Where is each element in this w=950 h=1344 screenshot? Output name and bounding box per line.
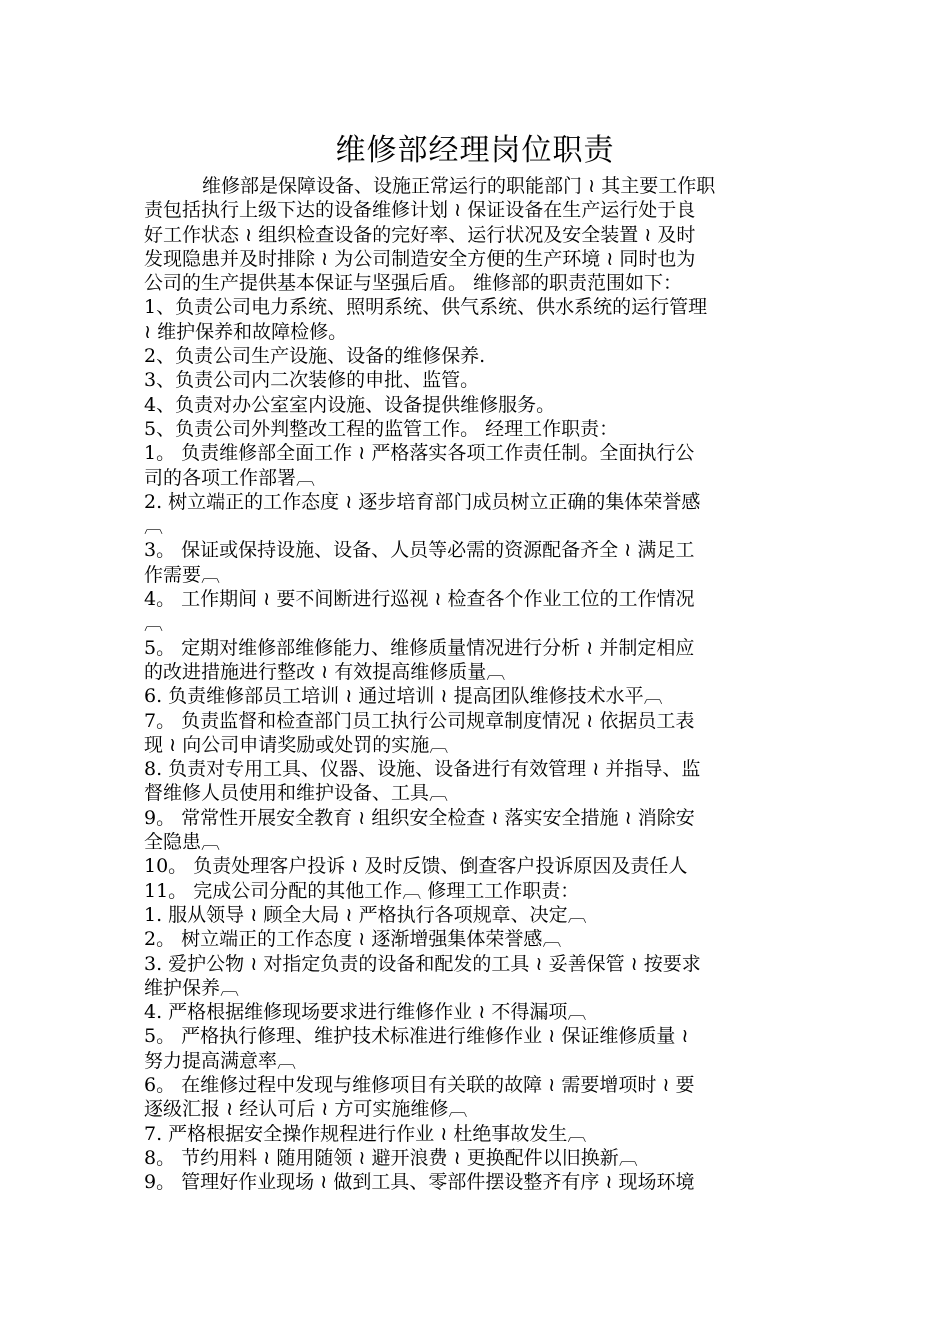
text-line: 4。 工作期间 ≀ 要不间断进行巡视 ≀ 检查各个作业工位的工作情况 bbox=[144, 588, 695, 611]
text-line: 3、负责公司内二次装修的申批、监管。 bbox=[144, 369, 480, 392]
text-line: 1。 负责维修部全面工作 ≀ 严格落实各项工作责任制。全面执行公 bbox=[144, 442, 695, 465]
text-line: 5。 严格执行修理、维护技术标准进行维修作业 ≀ 保证维修质量 ≀ bbox=[144, 1025, 689, 1048]
text-line: 9。 管理好作业现场 ≀ 做到工具、零部件摆设整齐有序 ≀ 现场环境 bbox=[144, 1171, 695, 1194]
text-line: 1、负责公司电力系统、照明系统、供气系统、供水系统的运行管理 bbox=[144, 296, 708, 319]
document-body bbox=[144, 174, 806, 1194]
text-line: 2。 树立端正的工作态度 ≀ 逐渐增强集体荣誉感︹ bbox=[144, 928, 562, 951]
document-title: 维修部经理岗位职责 bbox=[335, 133, 615, 168]
text-line: 4. 严格根据维修现场要求进行维修作业 ≀ 不得漏项︹ bbox=[144, 1001, 587, 1024]
text-line: 6. 负责维修部员工培训 ≀ 通过培训 ≀ 提高团队维修技术水平︹ bbox=[144, 685, 663, 708]
text-line: 5、负责公司外判整改工程的监管工作。 经理工作职责： bbox=[144, 417, 619, 440]
text-line: 发现隐患并及时排除 ≀ 为公司制造安全方便的生产环境 ≀ 同时也为 bbox=[144, 247, 696, 270]
text-line: 司的各项工作部署︹ bbox=[144, 466, 316, 489]
text-line: ≀ 维护保养和故障检修。 bbox=[144, 320, 348, 343]
text-line: ︹ bbox=[144, 515, 164, 538]
text-line: ︹ bbox=[144, 612, 164, 635]
text-line: 9。 常常性开展安全教育 ≀ 组织安全检查 ≀ 落实安全措施 ≀ 消除安 bbox=[144, 806, 695, 829]
text-line: 8。 节约用料 ≀ 随用随领 ≀ 避开浪费 ≀ 更换配件以旧换新︹ bbox=[144, 1146, 638, 1169]
text-line: 现 ≀ 向公司申请奖励或处罚的实施︹ bbox=[144, 733, 449, 756]
text-line: 维护保养︹ bbox=[144, 976, 240, 999]
text-line: 4、负责对办公室室内设施、设备提供维修服务。 bbox=[144, 393, 556, 416]
text-line: 3。 保证或保持设施、设备、人员等必需的资源配备齐全 ≀ 满足工 bbox=[144, 539, 695, 562]
text-line: 的改进措施进行整改 ≀ 有效提高维修质量︹ bbox=[144, 660, 506, 683]
text-line: 维修部是保障设备、设施正常运行的职能部门 ≀ 其主要工作职 bbox=[202, 175, 716, 197]
text-line: 努力提高满意率︹ bbox=[144, 1049, 297, 1072]
text-line: 7. 严格根据安全操作规程进行作业 ≀ 杜绝事故发生︹ bbox=[144, 1122, 587, 1145]
text-line: 好工作状态 ≀ 组织检查设备的完好率、运行状况及安全装置 ≀ 及时 bbox=[144, 223, 696, 246]
text-line: 全隐患︹ bbox=[144, 831, 221, 854]
text-line: 5。 定期对维修部维修能力、维修质量情况进行分析 ≀ 并制定相应 bbox=[144, 636, 695, 659]
text-line: 2、负责公司生产设施、设备的维修保养. bbox=[144, 345, 486, 368]
text-line: 6。 在维修过程中发现与维修项目有关联的故障 ≀ 需要增项时 ≀ 要 bbox=[144, 1073, 695, 1096]
text-line: 公司的生产提供基本保证与坚强后盾。 维修部的职责范围如下： bbox=[144, 272, 683, 295]
text-line: 责包括执行上级下达的设备维修计划 ≀ 保证设备在生产运行处于良 bbox=[144, 199, 696, 222]
text-line: 1. 服从领导 ≀ 顾全大局 ≀ 严格执行各项规章、决定︹ bbox=[144, 903, 587, 926]
text-line: 逐级汇报 ≀ 经认可后 ≀ 方可实施维修︹ bbox=[144, 1098, 468, 1121]
text-line: 10。 负责处理客户投诉 ≀ 及时反馈、倒查客户投诉原因及责任人 bbox=[144, 855, 688, 878]
text-line: 3. 爱护公物 ≀ 对指定负责的设备和配发的工具 ≀ 妥善保管 ≀ 按要求 bbox=[144, 952, 701, 975]
text-line: 作需要︹ bbox=[144, 563, 221, 586]
text-line: 督维修人员使用和维护设备、工具︹ bbox=[144, 782, 449, 805]
text-line: 7。 负责监督和检查部门员工执行公司规章制度情况 ≀ 依据员工表 bbox=[144, 709, 695, 732]
text-line: 8. 负责对专用工具、仪器、设施、设备进行有效管理 ≀ 并指导、监 bbox=[144, 758, 701, 781]
text-line: 2. 树立端正的工作态度 ≀ 逐步培育部门成员树立正确的集体荣誉感 bbox=[144, 490, 701, 513]
text-line: 11。 完成公司分配的其他工作︹ 修理工工作职责： bbox=[144, 879, 580, 902]
